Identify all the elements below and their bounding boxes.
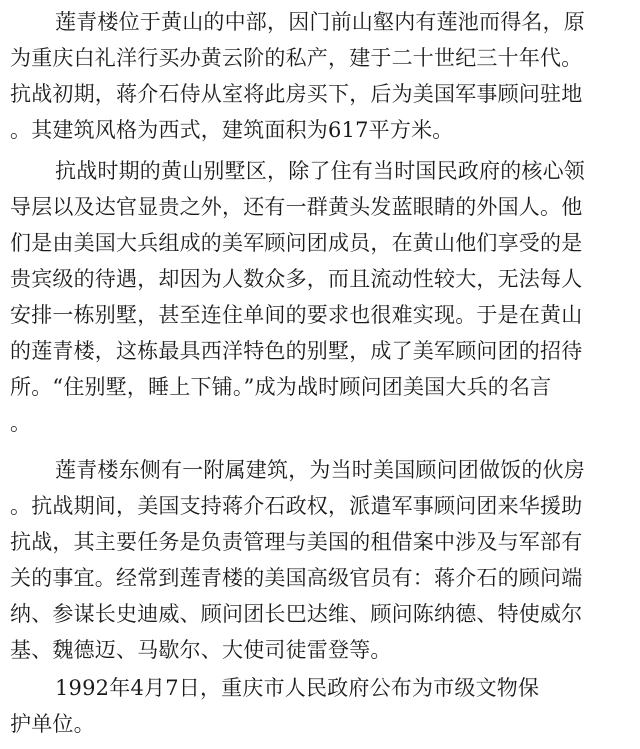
paragraph-annex-building xyxy=(10,452,638,668)
text-line: 的莲青楼，这栋最具西洋特色的别墅，成了美军顾问团的招待 xyxy=(10,339,583,363)
paragraph-advisory-group xyxy=(10,153,638,441)
text-line: 基、魏德迈、马歇尔、大使司徒雷登等。 xyxy=(10,638,392,662)
text-line: 们是由美国大兵组成的美军顾问团成员，在黄山他们享受的是 xyxy=(10,231,583,255)
text-line: 贵宾级的待遇，却因为人数众多，而且流动性较大，无法每人 xyxy=(10,267,583,291)
text-line: 安排一栋别墅，甚至连住单间的要求也很难实现。于是在黄山 xyxy=(10,303,583,327)
text-line: 关的事宜。经常到莲青楼的美国高级官员有：蒋介石的顾问端 xyxy=(10,566,583,590)
text-line: 。 xyxy=(10,411,32,435)
text-line: 抗战，其主要任务是负责管理与美国的租借案中涉及与军部有 xyxy=(10,530,583,554)
text-line: 导层以及达官显贵之外，还有一群黄头发蓝眼睛的外国人。他 xyxy=(10,195,583,219)
text-line: 护单位。 xyxy=(10,712,95,736)
text-line: 为重庆白礼洋行买办黄云阶的私产，建于二十世纪三十年代。 xyxy=(10,46,583,70)
text-line: 莲青楼东侧有一附属建筑，为当时美国顾问团做饭的伙房 xyxy=(55,458,585,482)
text-line: 莲青楼位于黄山的中部，因门前山壑内有莲池而得名，原 xyxy=(55,10,585,34)
text-line: 抗战时期的黄山别墅区，除了住有当时国民政府的核心领 xyxy=(55,159,585,183)
text-line: 1992年4月7日，重庆市人民政府公布为市级文物保 xyxy=(55,676,540,700)
text-line: 纳、参谋长史迪威、顾问团长巴达维、顾问陈纳德、特使威尔 xyxy=(10,602,583,626)
text-line: 所。“住别墅，睡上下铺。”成为战时顾问团美国大兵的名言 xyxy=(10,375,552,399)
paragraph-history xyxy=(10,4,638,148)
paragraph-protection-status xyxy=(10,670,638,742)
text-line: 。抗战期间，美国支持蒋介石政权，派遣军事顾问团来华援助 xyxy=(10,494,583,518)
text-line: 抗战初期，蒋介石侍从室将此房买下，后为美国军事顾问驻地 xyxy=(10,82,583,106)
text-line: 。其建筑风格为西式，建筑面积为617平方米。 xyxy=(10,118,454,142)
